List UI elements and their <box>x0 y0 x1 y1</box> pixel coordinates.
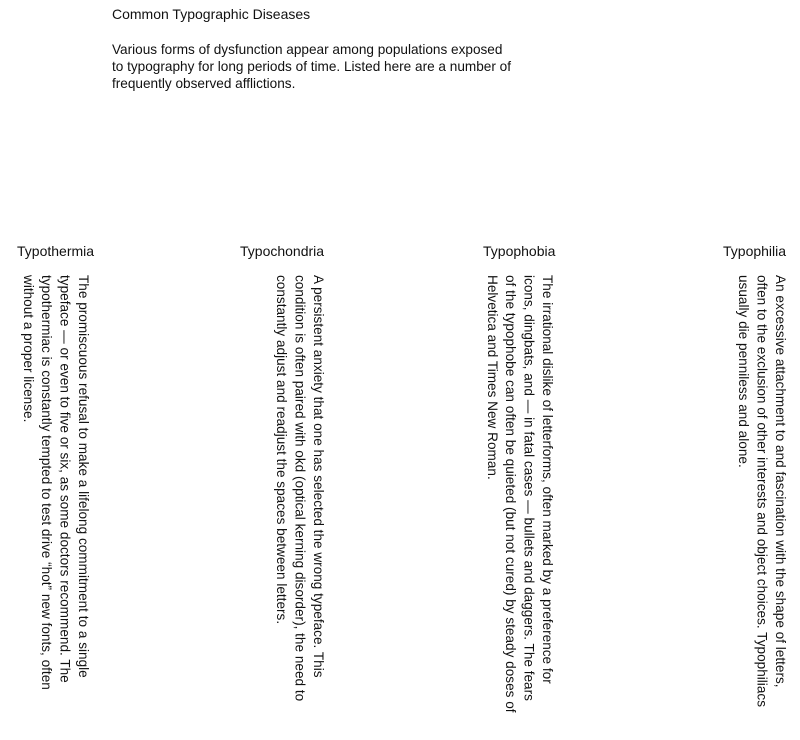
heading-typochondria: Typochondria <box>240 243 325 259</box>
heading-typophilia: Typophilia <box>723 243 787 259</box>
heading-typothermia: Typothermia <box>17 243 95 259</box>
heading-typophobia: Typophobia <box>483 243 556 259</box>
description-typophobia: The irrational dislike of letterforms, often marked by a preference for icons, dingbats, and — in fatal cases — bullets and daggers. The fears of the typophobe can often be quieted (but not cured) by steady doses of Helvetica and Times New Roman. <box>484 275 555 713</box>
description-typochondria: A persistent anxiety that one has selected the wrong typeface. This condition is often paired with okd (optical kerning disorder), the need to constantly adjust and readjust the spaces between letters. <box>274 275 326 702</box>
description-typophilia: An excessive attachment to and fascination with the shape of letters, often to the exclusion of other interests and object choices. Typophiliacs usually die penniless and alone. <box>736 275 788 707</box>
intro-paragraph: Various forms of dysfunction appear among populations exposed to typography for long periods of time. Listed here are a number of frequently observed afflictions. <box>112 42 511 91</box>
description-typothermia: The promiscuous refusal to make a lifelong commitment to a single typeface — or even to five or six, as some doctors recommend. The typothermiac is constantly tempted to test drive “hot” new fonts, often without a proper license. <box>20 275 91 690</box>
page-title: Common Typographic Diseases <box>112 6 311 22</box>
